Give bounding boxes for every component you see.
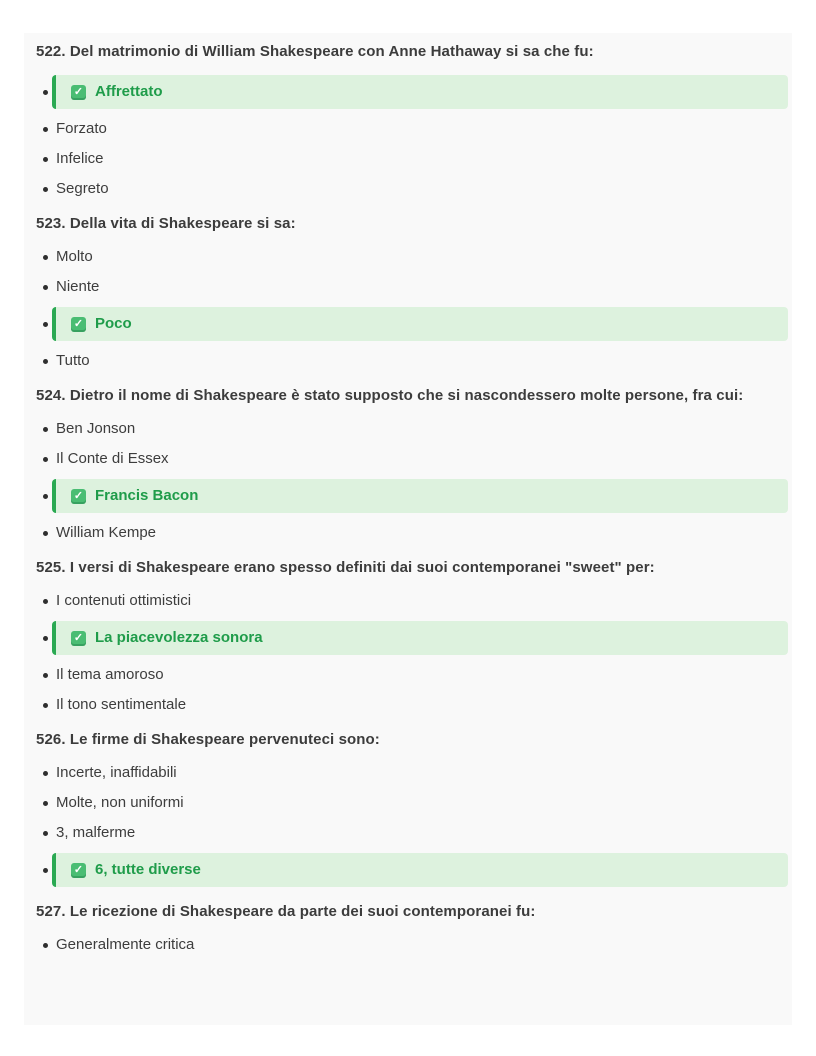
correct-answer-text: Affrettato (95, 83, 163, 100)
answer-item (56, 823, 784, 843)
answer-item (56, 665, 784, 685)
answer-text: Il Conte di Essex (56, 450, 169, 467)
question-text: 523. Della vita di Shakespeare si sa: (36, 215, 296, 232)
correct-answer-highlight (52, 75, 788, 109)
answer-item (56, 419, 784, 439)
question-block (36, 730, 784, 887)
question-text: 522. Del matrimonio di William Shakespeare con Anne Hathaway si sa che fu: (36, 43, 594, 60)
answer-item (56, 935, 784, 955)
answer-item (56, 449, 784, 469)
correct-answer-text: La piacevolezza sonora (95, 629, 263, 646)
checkmark-icon: ✓ (71, 631, 86, 646)
answer-text: Il tono sentimentale (56, 696, 187, 713)
quiz-content (36, 42, 784, 955)
answer-list (36, 247, 784, 371)
answer-text: Il tema amoroso (56, 666, 164, 683)
answer-item (56, 695, 784, 715)
answer-item (56, 247, 784, 267)
answer-item (56, 351, 784, 371)
answer-text: William Kempe (56, 524, 157, 541)
answer-text: Molto (56, 248, 93, 265)
answer-text: Molte, non uniformi (56, 794, 184, 811)
answer-text: Generalmente critica (56, 936, 195, 953)
answer-item (56, 149, 784, 169)
correct-answer-text: 6, tutte diverse (95, 861, 201, 878)
checkmark-icon: ✓ (71, 489, 86, 504)
answer-list (36, 763, 784, 887)
answer-text: Ben Jonson (56, 420, 136, 437)
question-block (36, 902, 784, 955)
question-block (36, 42, 784, 199)
correct-answer-highlight (52, 307, 788, 341)
correct-answer-highlight (52, 853, 788, 887)
answer-list (36, 935, 784, 955)
correct-answer-item (56, 621, 784, 655)
question-text: 525. I versi di Shakespeare erano spesso definiti dai suoi contemporanei "sweet" per: (36, 559, 655, 576)
checkmark-icon: ✓ (71, 317, 86, 332)
answer-item (56, 763, 784, 783)
answer-text: Niente (56, 278, 100, 295)
question-block (36, 386, 784, 543)
correct-answer-item (56, 75, 784, 109)
answer-text: I contenuti ottimistici (56, 592, 192, 609)
answer-text: Tutto (56, 352, 90, 369)
question-block (36, 214, 784, 371)
answer-list (36, 419, 784, 543)
question-block (36, 558, 784, 715)
correct-answer-text: Francis Bacon (95, 487, 199, 504)
correct-answer-highlight (52, 621, 788, 655)
answer-text: Forzato (56, 120, 107, 137)
checkmark-icon: ✓ (71, 85, 86, 100)
answer-item (56, 793, 784, 813)
question-text: 527. Le ricezione di Shakespeare da parte dei suoi contemporanei fu: (36, 903, 536, 920)
answer-item (56, 119, 784, 139)
answer-list (36, 591, 784, 715)
correct-answer-item (56, 307, 784, 341)
quiz-page-panel (24, 33, 792, 1025)
answer-item (56, 277, 784, 297)
answer-item (56, 179, 784, 199)
answer-item (56, 523, 784, 543)
correct-answer-text: Poco (95, 315, 132, 332)
answer-text: Segreto (56, 180, 109, 197)
correct-answer-item (56, 853, 784, 887)
question-text: 524. Dietro il nome di Shakespeare è stato supposto che si nascondessero molte persone, fra cui: (36, 387, 744, 404)
answer-item (56, 591, 784, 611)
answer-text: 3, malferme (56, 824, 136, 841)
question-text: 526. Le firme di Shakespeare pervenuteci sono: (36, 731, 380, 748)
correct-answer-item (56, 479, 784, 513)
correct-answer-highlight (52, 479, 788, 513)
answer-text: Incerte, inaffidabili (56, 764, 177, 781)
answer-list (36, 75, 784, 199)
checkmark-icon: ✓ (71, 863, 86, 878)
answer-text: Infelice (56, 150, 104, 167)
